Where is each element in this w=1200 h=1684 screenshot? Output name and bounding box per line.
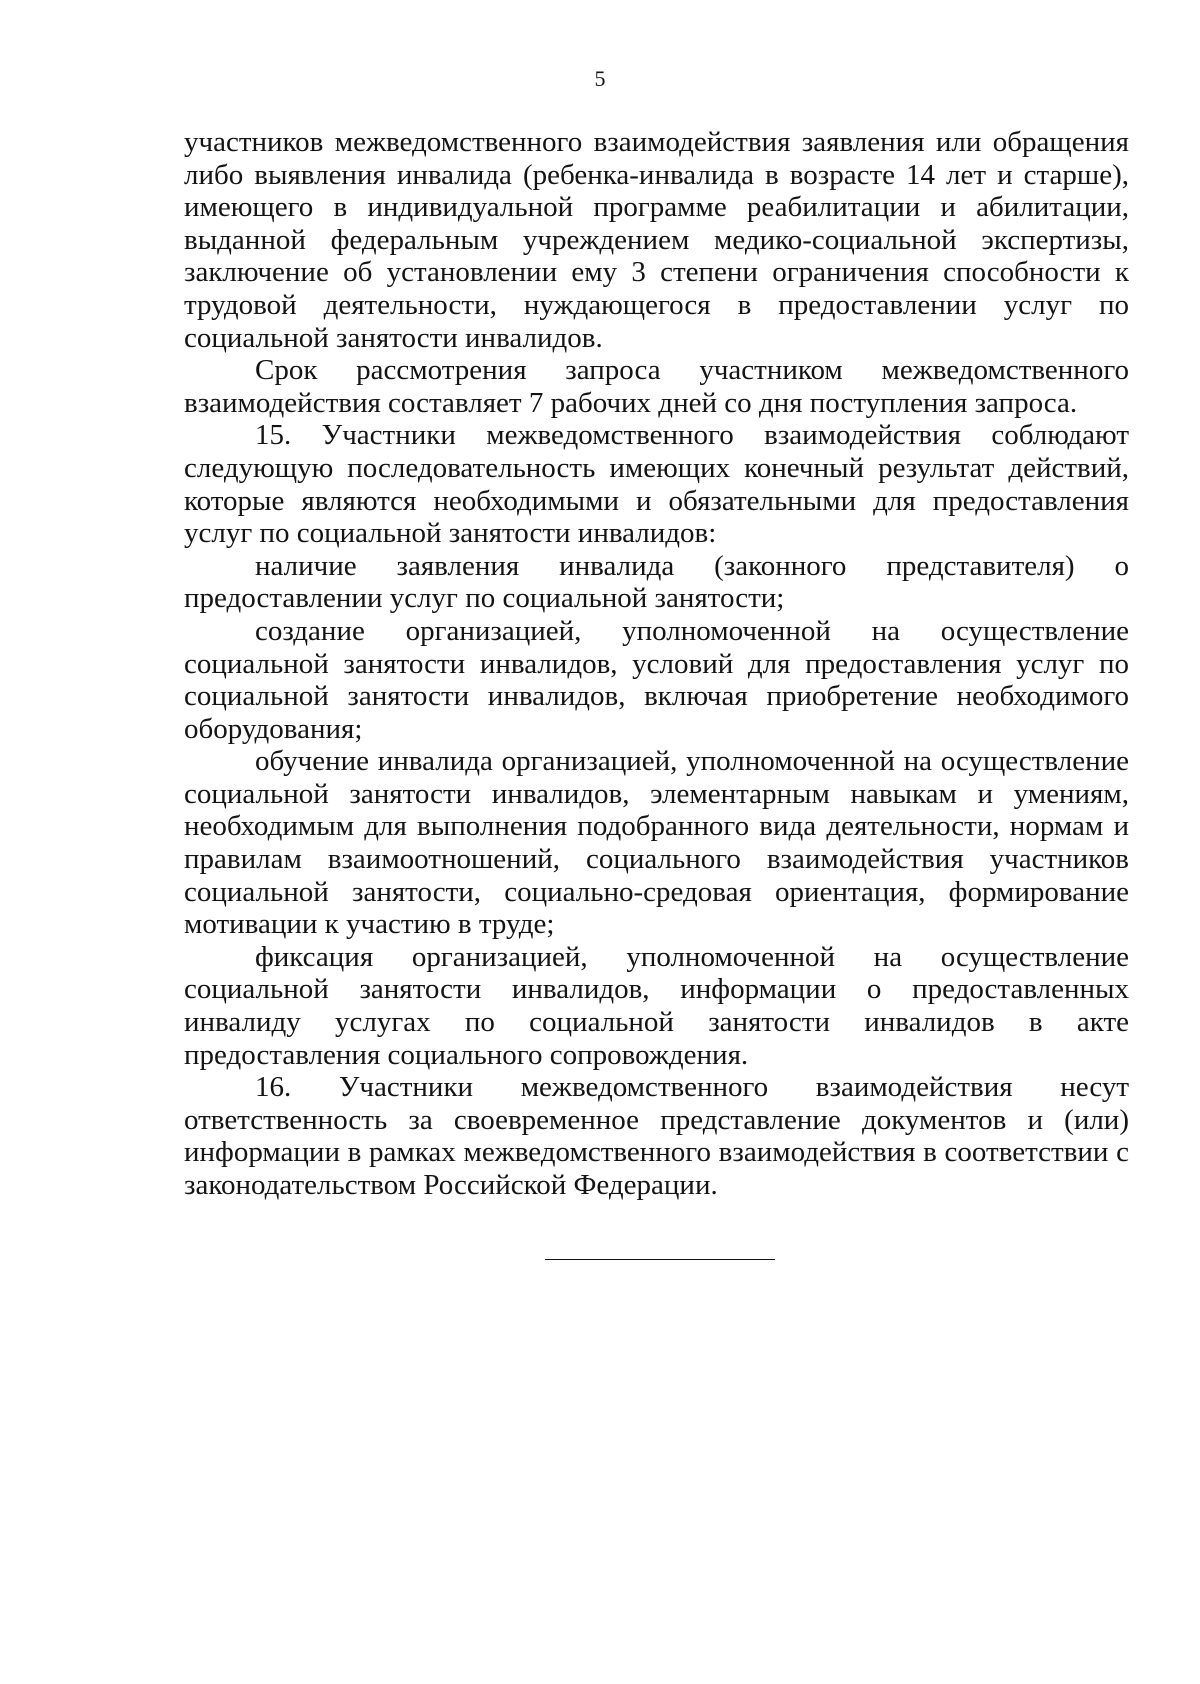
page-number: 5 bbox=[594, 66, 606, 91]
paragraph-item-16: 16. Участники межведомственного взаимодействия несут ответственность за своевременное представление документов и (или) информации в рамках межведомственного взаимодействия в соответствии с законодательством Российской Федерации. bbox=[184, 1071, 1129, 1201]
paragraph-step-training: обучение инвалида организацией, уполномоченной на осуществление социальной занятости инвалидов, элементарным навыкам и умениям, необходимым для выполнения подобранного вида деятельности, нормам и правилам взаимоотношений, социального взаимодействия участников социальной занятости, социально-средовая ориентация, формирование мотивации к участию в труде; bbox=[184, 745, 1129, 941]
paragraph-step-recording: фиксация организацией, уполномоченной на осуществление социальной занятости инвалидов, информации о предоставленных инвалиду услугах по социальной занятости инвалидов в акте предоставления социального сопровождения. bbox=[184, 940, 1129, 1071]
paragraph-step-conditions: создание организацией, уполномоченной на осуществление социальной занятости инвалидов, условий для предоставления услуг по социальной занятости инвалидов, включая приобретение необходимого оборудования; bbox=[184, 614, 1129, 745]
paragraph-continued: участников межведомственного взаимодействия заявления или обращения либо выявления инвалида (ребенка-инвалида в возрасте 14 лет и старше), имеющего в индивидуальной программе реабилитации и абилитации, выданной федеральным учреждением медико-социальной экспертизы, заключение об установлении ему 3 степени ограничения способности к трудовой деятельности, нуждающегося в предоставлении услуг по социальной занятости инвалидов. bbox=[184, 126, 1129, 354]
paragraph-item-15: 15. Участники межведомственного взаимодействия соблюдают следующую последовательность имеющих конечный результат действий, которые являются необходимыми и обязательными для предоставления услуг по социальной занятости инвалидов: bbox=[184, 419, 1129, 550]
paragraph-review-period: Срок рассмотрения запроса участником межведомственного взаимодействия составляет 7 рабочих дней со дня поступления запроса. bbox=[184, 354, 1129, 419]
end-divider bbox=[545, 1259, 775, 1260]
paragraph-step-application: наличие заявления инвалида (законного представителя) о предоставлении услуг по социальной занятости; bbox=[184, 549, 1129, 615]
document-body bbox=[184, 126, 1129, 1202]
